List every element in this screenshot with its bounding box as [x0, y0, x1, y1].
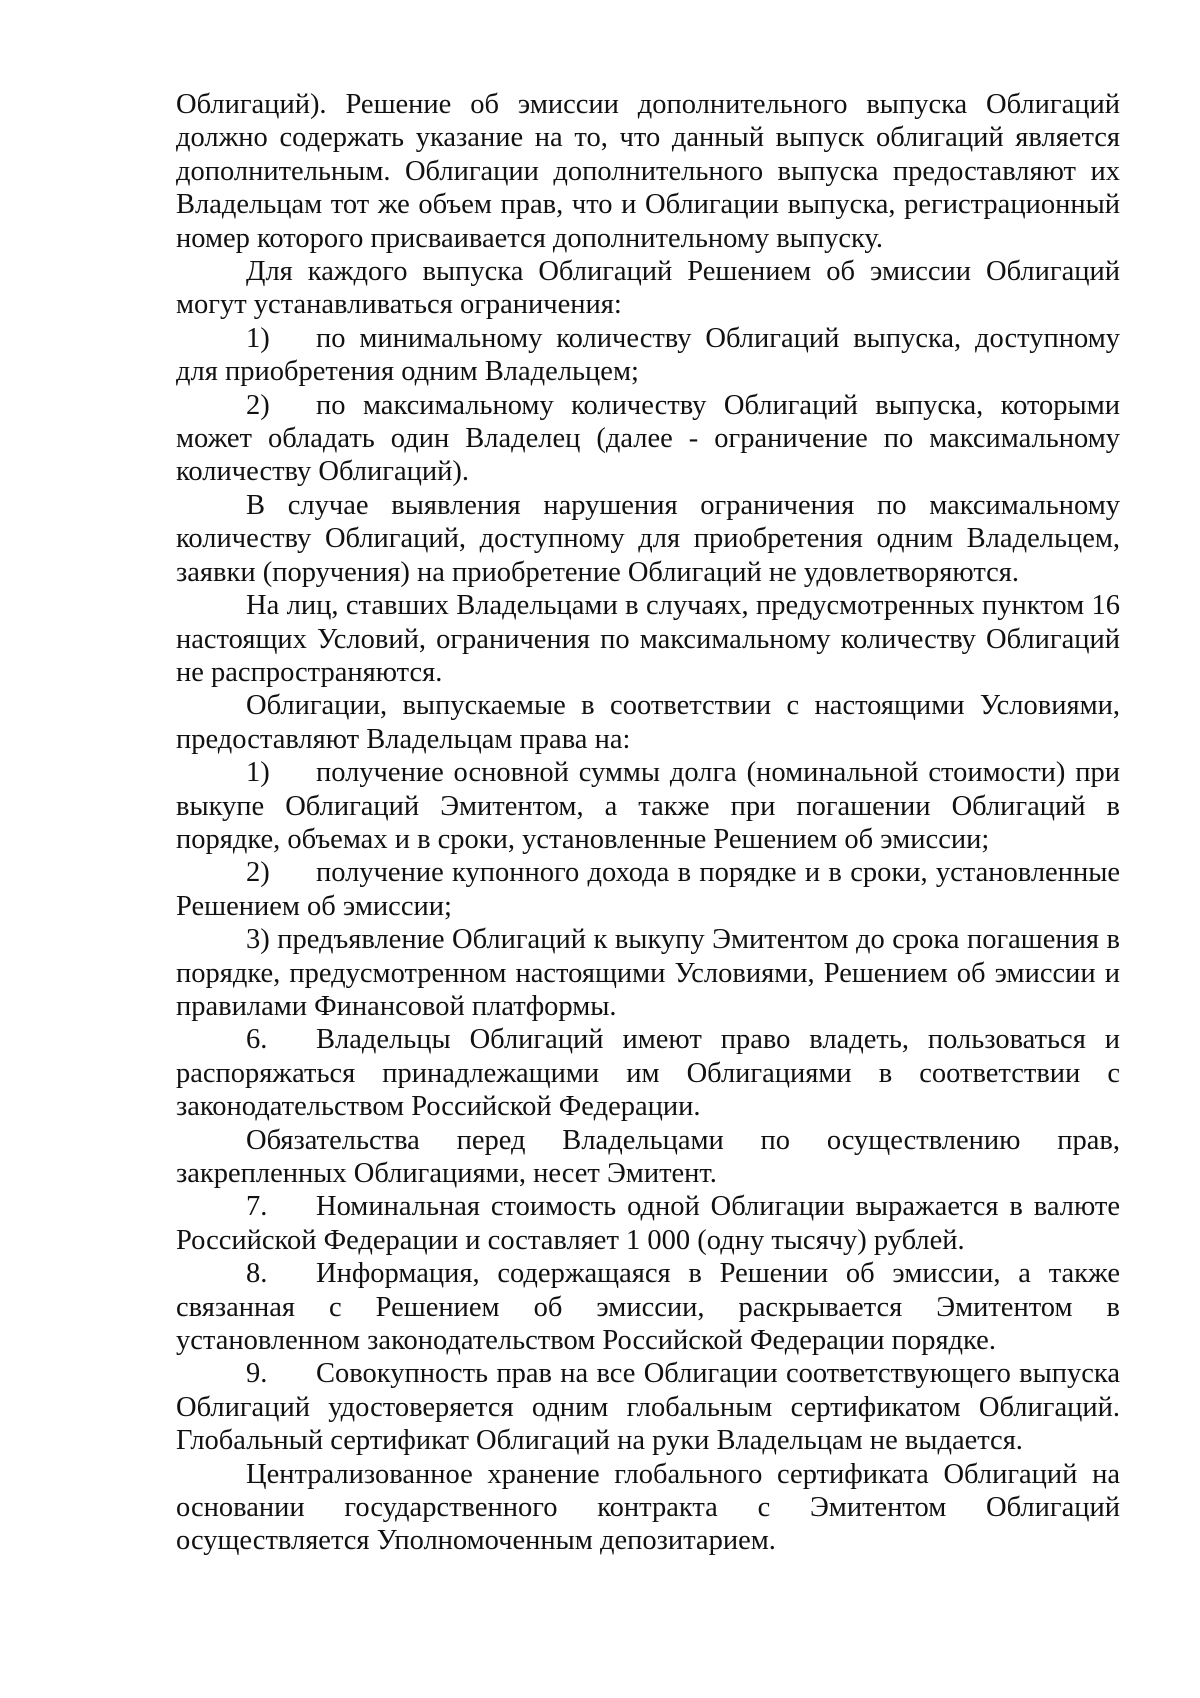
paragraph-rights-intro: Облигации, выпускаемые в соответствии с настоящими Условиями, предоставляют Владельцам права на:: [176, 690, 1120, 755]
list-number: 1): [246, 757, 270, 789]
list-item-right-principal: [176, 756, 1120, 856]
section-number: 8.: [246, 1258, 268, 1290]
section-text: Информация, содержащаяся в Решении об эмиссии, а также связанная с Решением об эмиссии, раскрывается Эмитентом в установленном законодательством Российской Федерации порядке.: [176, 1258, 1120, 1357]
section-number: 9.: [246, 1358, 268, 1390]
document-page: [176, 88, 1120, 1558]
list-item-restriction-min: [176, 322, 1120, 389]
list-item-right-coupon: [176, 856, 1120, 923]
paragraph-obligations: Обязательства перед Владельцами по осуществлению прав, закрепленных Облигациями, несет Эмитент.: [176, 1124, 1120, 1189]
section-number: 6.: [246, 1024, 268, 1056]
list-number: 2): [246, 389, 270, 421]
paragraph-custody: Централизованное хранение глобального сертификата Облигаций на основании государственного контракта с Эмитентом Облигаций осуществляется Уполномоченным депозитарием.: [176, 1458, 1120, 1557]
list-item-text: по минимальному количеству Облигаций выпуска, доступному для приобретения одним Владельцем;: [176, 322, 1120, 388]
section-9: [176, 1357, 1120, 1457]
list-number: 2): [246, 857, 270, 889]
list-item-text: получение основной суммы долга (номинальной стоимости) при выкупе Облигаций Эмитентом, а также при погашении Облигаций в порядке, объемах и в сроки, установленные Решением об эмиссии;: [176, 757, 1120, 855]
section-8: [176, 1257, 1120, 1357]
section-7: [176, 1190, 1120, 1257]
paragraph-restrictions-intro: Для каждого выпуска Облигаций Решением об эмиссии Облигаций могут устанавливаться ограничения:: [176, 256, 1120, 321]
section-number: 7.: [246, 1191, 268, 1223]
paragraph-exemption: На лиц, ставших Владельцами в случаях, предусмотренных пунктом 16 настоящих Условий, ограничения по максимальному количеству Облигаций не распространяются.: [176, 590, 1120, 688]
paragraph-violation: В случае выявления нарушения ограничения по максимальному количеству Облигаций, доступному для приобретения одним Владельцем, заявки (поручения) на приобретение Облигаций не удовлетворяются.: [176, 489, 1120, 588]
section-6: [176, 1023, 1120, 1123]
section-text: Владельцы Облигаций имеют право владеть, пользоваться и распоряжаться принадлежащими им Облигациями в соответствии с законодательством Российской Федерации.: [176, 1024, 1120, 1123]
paragraph-additional-issue: Облигаций). Решение об эмиссии дополнительного выпуска Облигаций должно содержать указание на то, что данный выпуск облигаций является дополнительным. Облигации дополнительного выпуска предоставляют их Владельцам тот же объем прав, что и Облигации выпуска, регистрационный номер которого присваивается дополнительному выпуску.: [176, 89, 1120, 254]
list-item-restriction-max: [176, 389, 1120, 489]
section-text: Номинальная стоимость одной Облигации выражается в валюте Российской Федерации и составляет 1 000 (одну тысячу) рублей.: [176, 1191, 1120, 1256]
section-text: Совокупность прав на все Облигации соответствующего выпуска Облигаций удостоверяется одним глобальным сертификатом Облигаций. Глобальный сертификат Облигаций на руки Владельцам не выдается.: [176, 1358, 1120, 1457]
list-number: 1): [246, 322, 270, 354]
list-item-text: по максимальному количеству Облигаций выпуска, которыми может обладать один Владелец (далее - ограничение по максимальному количеству Облигаций).: [176, 389, 1120, 488]
list-item-right-buyback: 3) предъявление Облигаций к выкупу Эмитентом до срока погашения в порядке, предусмотренном настоящими Условиями, Решением об эмиссии и правилами Финансовой платформы.: [176, 924, 1120, 1022]
list-item-text: получение купонного дохода в порядке и в сроки, установленные Решением об эмиссии;: [176, 857, 1120, 922]
